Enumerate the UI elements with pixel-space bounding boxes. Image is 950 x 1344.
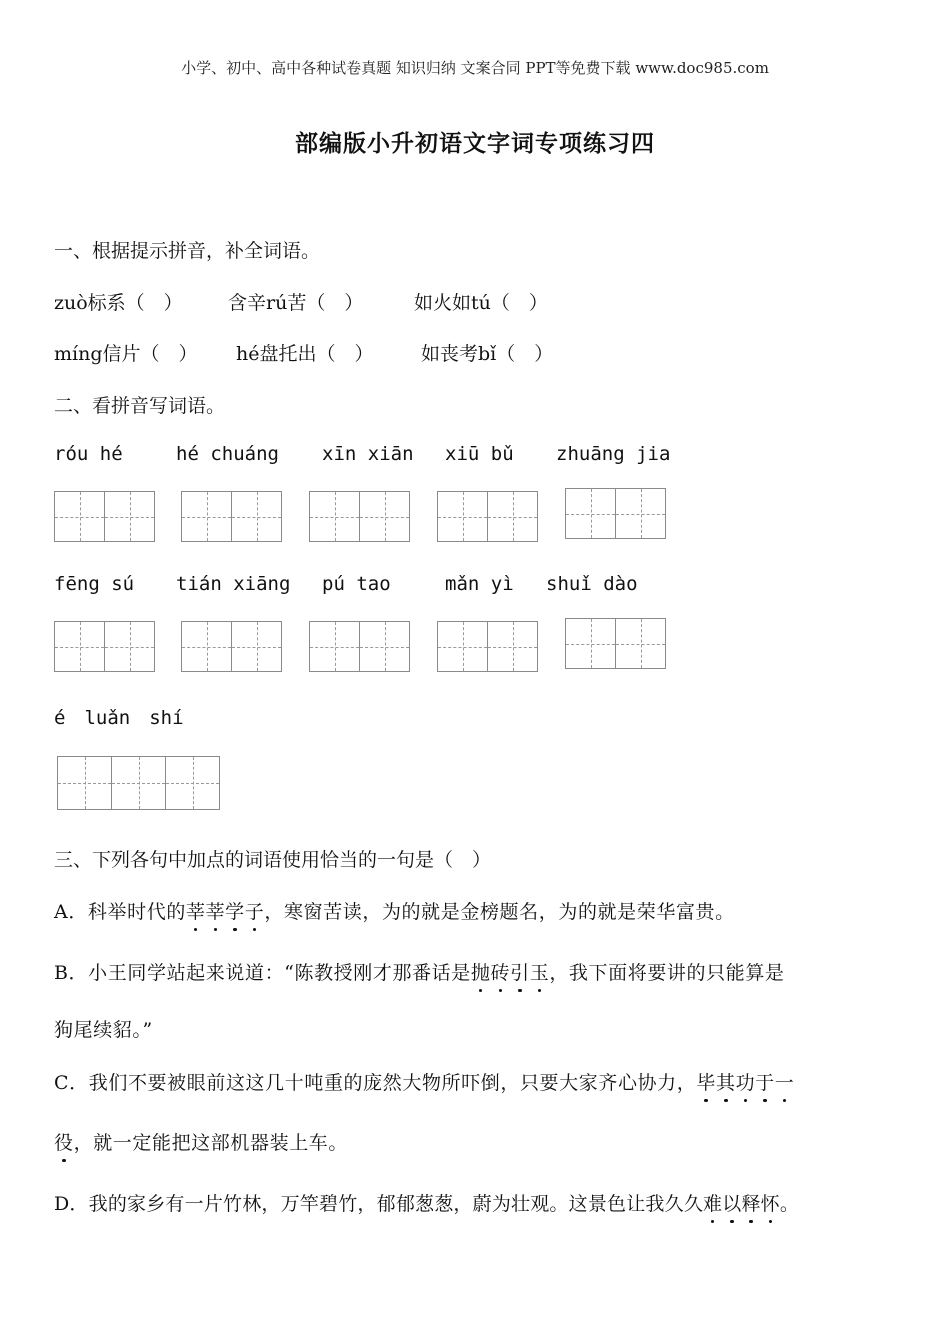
s1-item: 如丧考bǐ（ ）: [421, 343, 554, 365]
option-b: [54, 958, 785, 985]
dotted-char: 莘: [206, 897, 226, 924]
pinyin-label: mǎn yì: [445, 573, 514, 595]
pinyin-label: é luǎn shí: [54, 707, 184, 729]
dotted-phrase: [696, 1068, 794, 1095]
option-a: [54, 897, 735, 924]
grid-cell[interactable]: [181, 621, 232, 672]
option-a-pre: A．科举时代的: [54, 901, 186, 923]
answer-grid[interactable]: [181, 491, 282, 542]
grid-cell[interactable]: [615, 488, 666, 539]
answer-grid[interactable]: [57, 756, 220, 810]
s1-item: 含辛rú苦（ ）: [228, 292, 364, 314]
answer-grid[interactable]: [437, 491, 538, 542]
pinyin-label: fēng sú: [54, 573, 135, 595]
dotted-char: 一: [775, 1068, 795, 1095]
grid-cell[interactable]: [487, 621, 538, 672]
grid-cell[interactable]: [57, 756, 112, 810]
option-d-post: 。: [779, 1193, 800, 1215]
grid-cell[interactable]: [437, 491, 488, 542]
pinyin-label: shuǐ dào: [546, 573, 638, 595]
grid-cell[interactable]: [309, 491, 360, 542]
pinyin-label: tián xiāng: [176, 573, 291, 595]
dotted-char: 砖: [491, 958, 511, 985]
answer-grid[interactable]: [54, 491, 155, 542]
grid-cell[interactable]: [565, 488, 616, 539]
grid-cell[interactable]: [231, 621, 282, 672]
section2-heading: 二、看拼音写词语。: [54, 395, 226, 417]
s1-item: hé盘托出（ ）: [236, 343, 374, 365]
grid-cell[interactable]: [165, 756, 220, 810]
dotted-char: 释: [741, 1189, 760, 1216]
pinyin-label: xiū bǔ: [445, 443, 514, 465]
pinyin-label: hé chuáng: [176, 443, 279, 465]
answer-grid[interactable]: [565, 618, 666, 669]
grid-cell[interactable]: [487, 491, 538, 542]
option-a-post: ，寒窗苦读，为的就是金榜题名，为的就是荣华富贵。: [264, 901, 735, 923]
grid-cell[interactable]: [111, 756, 166, 810]
site-banner: 小学、初中、高中各种试卷真题 知识归纳 文案合同 PPT等免费下载 www.doc985.com: [181, 59, 769, 77]
pinyin-label: xīn xiān: [322, 443, 414, 465]
dotted-char: 玉: [530, 958, 550, 985]
dotted-char: 毕: [696, 1068, 716, 1095]
dotted-char: 莘: [186, 897, 206, 924]
section3-heading: 三、下列各句中加点的词语使用恰当的一句是（ ）: [54, 849, 492, 871]
grid-cell[interactable]: [309, 621, 360, 672]
section1-heading: 一、根据提示拼音，补全词语。: [54, 240, 321, 262]
s1-item: míng信片（ ）: [54, 343, 198, 365]
option-b-line2: 狗尾续貂。”: [54, 1019, 153, 1041]
dotted-char: 以: [722, 1189, 741, 1216]
dotted-char: 怀: [761, 1189, 780, 1216]
grid-cell[interactable]: [615, 618, 666, 669]
dotted-phrase: [54, 1128, 74, 1155]
grid-cell[interactable]: [104, 491, 155, 542]
dotted-char: 其: [716, 1068, 736, 1095]
dotted-char: 子: [245, 897, 265, 924]
pinyin-label: zhuāng jia: [556, 443, 671, 465]
answer-grid[interactable]: [437, 621, 538, 672]
option-b-pre: B．小王同学站起来说道：“陈教授刚才那番话是: [54, 962, 471, 984]
dotted-phrase: [703, 1189, 780, 1216]
option-c-pre: C．我们不要被眼前这这几十吨重的庞然大物所吓倒，只要大家齐心协力，: [54, 1072, 697, 1094]
dotted-phrase: [186, 897, 264, 924]
option-c: [54, 1068, 794, 1095]
dotted-char: 学: [225, 897, 245, 924]
answer-grid[interactable]: [309, 621, 410, 672]
pinyin-label: pú tao: [322, 573, 391, 595]
grid-cell[interactable]: [565, 618, 616, 669]
page-title: 部编版小升初语文字词专项练习四: [295, 130, 655, 157]
answer-grid[interactable]: [181, 621, 282, 672]
option-b-post: ，我下面将要讲的只能算是: [549, 962, 785, 984]
s1-item: zuò标系（ ）: [54, 292, 183, 314]
grid-cell[interactable]: [231, 491, 282, 542]
option-c-line2: [54, 1128, 348, 1155]
option-d-pre: D．我的家乡有一片竹林，万竿碧竹，郁郁葱葱，蔚为壮观。这景色让我久久: [54, 1193, 704, 1215]
answer-grid[interactable]: [54, 621, 155, 672]
grid-cell[interactable]: [437, 621, 488, 672]
dotted-char: 抛: [471, 958, 491, 985]
answer-grid[interactable]: [309, 491, 410, 542]
s1-item: 如火如tú（ ）: [414, 292, 548, 314]
dotted-char: 难: [703, 1189, 722, 1216]
dotted-char: 功: [736, 1068, 756, 1095]
option-d: [54, 1189, 799, 1216]
grid-cell[interactable]: [104, 621, 155, 672]
grid-cell[interactable]: [54, 621, 105, 672]
option-c-post: ，就一定能把这部机器装上车。: [73, 1132, 349, 1154]
grid-cell[interactable]: [359, 621, 410, 672]
grid-cell[interactable]: [54, 491, 105, 542]
answer-grid[interactable]: [565, 488, 666, 539]
dotted-char: 于: [755, 1068, 775, 1095]
dotted-char: 引: [510, 958, 530, 985]
dotted-phrase: [471, 958, 549, 985]
pinyin-label: róu hé: [54, 443, 123, 465]
dotted-char: 役: [54, 1128, 74, 1155]
grid-cell[interactable]: [359, 491, 410, 542]
grid-cell[interactable]: [181, 491, 232, 542]
